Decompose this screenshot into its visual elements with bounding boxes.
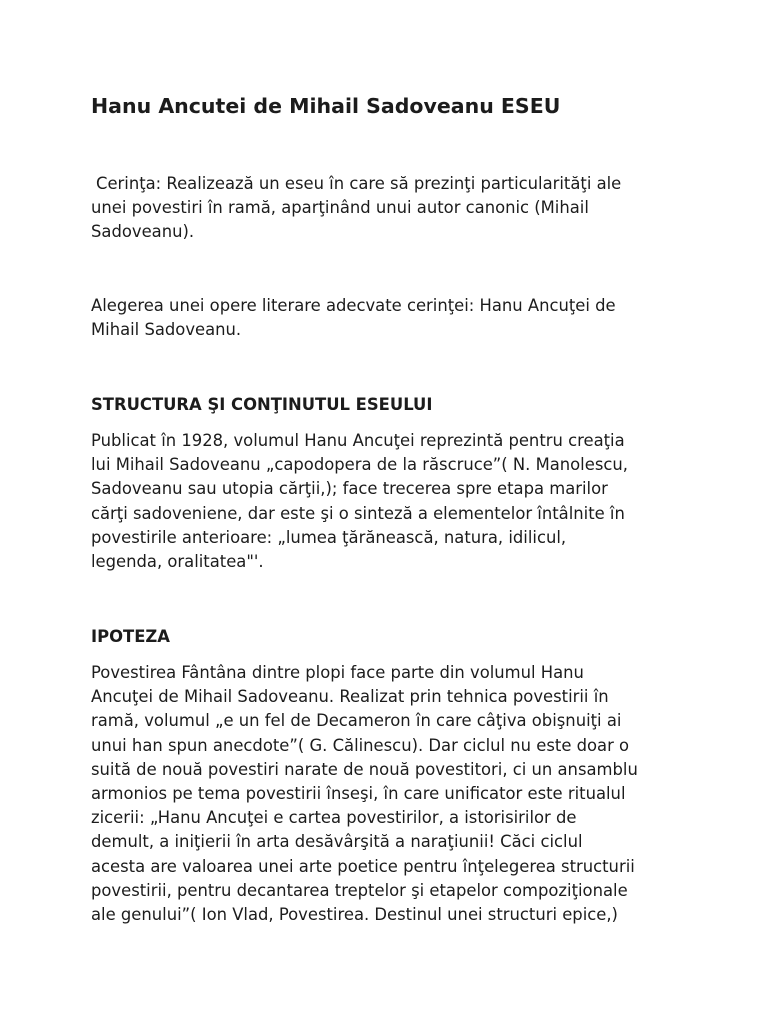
- text-line: Cerinţa: Realizează un eseu în care să prezinţi particularităţi ale: [96, 174, 622, 193]
- text-line: povestirii, pentru decantarea treptelor şi etapelor compoziţionale: [91, 880, 628, 900]
- text-line: acesta are valoarea unei arte poetice pentru înţelegerea structurii: [91, 856, 635, 876]
- text-line: ale genului”( Ion Vlad, Povestirea. Destinul unei structuri epice,): [91, 905, 618, 925]
- hypothesis-heading: IPOTEZA: [91, 627, 170, 646]
- text-line: povestirile anterioare: „lumea ţărănească, natura, idilicul,: [91, 527, 567, 547]
- text-line: unei povestiri în ramă, aparţinând unui autor canonic (Mihail: [91, 198, 589, 218]
- text-line: Ancuţei de Mihail Sadoveanu. Realizat prin tehnica povestirii în: [91, 687, 609, 707]
- hypothesis-paragraph: [91, 661, 691, 927]
- structure-heading: STRUCTURA ŞI CONŢINUTUL ESEULUI: [91, 395, 433, 414]
- structure-paragraph: [91, 429, 691, 574]
- text-line: zicerii: „Hanu Ancuţei e cartea povestirilor, a istorisirilor de: [91, 808, 577, 828]
- work-choice-paragraph: [91, 294, 691, 342]
- document-title: Hanu Ancutei de Mihail Sadoveanu ESEU: [91, 94, 561, 118]
- text-line: Sadoveanu).: [91, 222, 195, 242]
- text-line: suită de nouă povestiri narate de nouă povestitori, ci un ansamblu: [91, 759, 638, 779]
- text-line: Mihail Sadoveanu.: [91, 320, 242, 340]
- requirement-paragraph: [91, 172, 691, 245]
- text-line: cărţi sadoveniene, dar este şi o sinteză a elementelor întâlnite în: [91, 503, 625, 523]
- text-line: Alegerea unei opere literare adecvate cerinţei: Hanu Ancuţei de: [91, 296, 616, 315]
- text-line: Povestirea Fântâna dintre plopi face parte din volumul Hanu: [91, 663, 584, 682]
- text-line: demult, a iniţierii în arta desăvârşită a naraţiunii! Căci ciclul: [91, 832, 583, 852]
- text-line: lui Mihail Sadoveanu „capodopera de la răscruce”( N. Manolescu,: [91, 455, 628, 475]
- text-line: legenda, oralitatea"'.: [91, 552, 264, 572]
- text-line: Sadoveanu sau utopia cărţii,); face trecerea spre etapa marilor: [91, 479, 608, 499]
- text-line: Publicat în 1928, volumul Hanu Ancuţei reprezintă pentru creaţia: [91, 431, 625, 450]
- text-line: armonios pe tema povestirii înseşi, în care unificator este ritualul: [91, 784, 626, 804]
- text-line: ramă, volumul „e un fel de Decameron în care câţiva obişnuiţi ai: [91, 711, 622, 731]
- text-line: unui han spun anecdote”( G. Călinescu). Dar ciclul nu este doar o: [91, 735, 630, 755]
